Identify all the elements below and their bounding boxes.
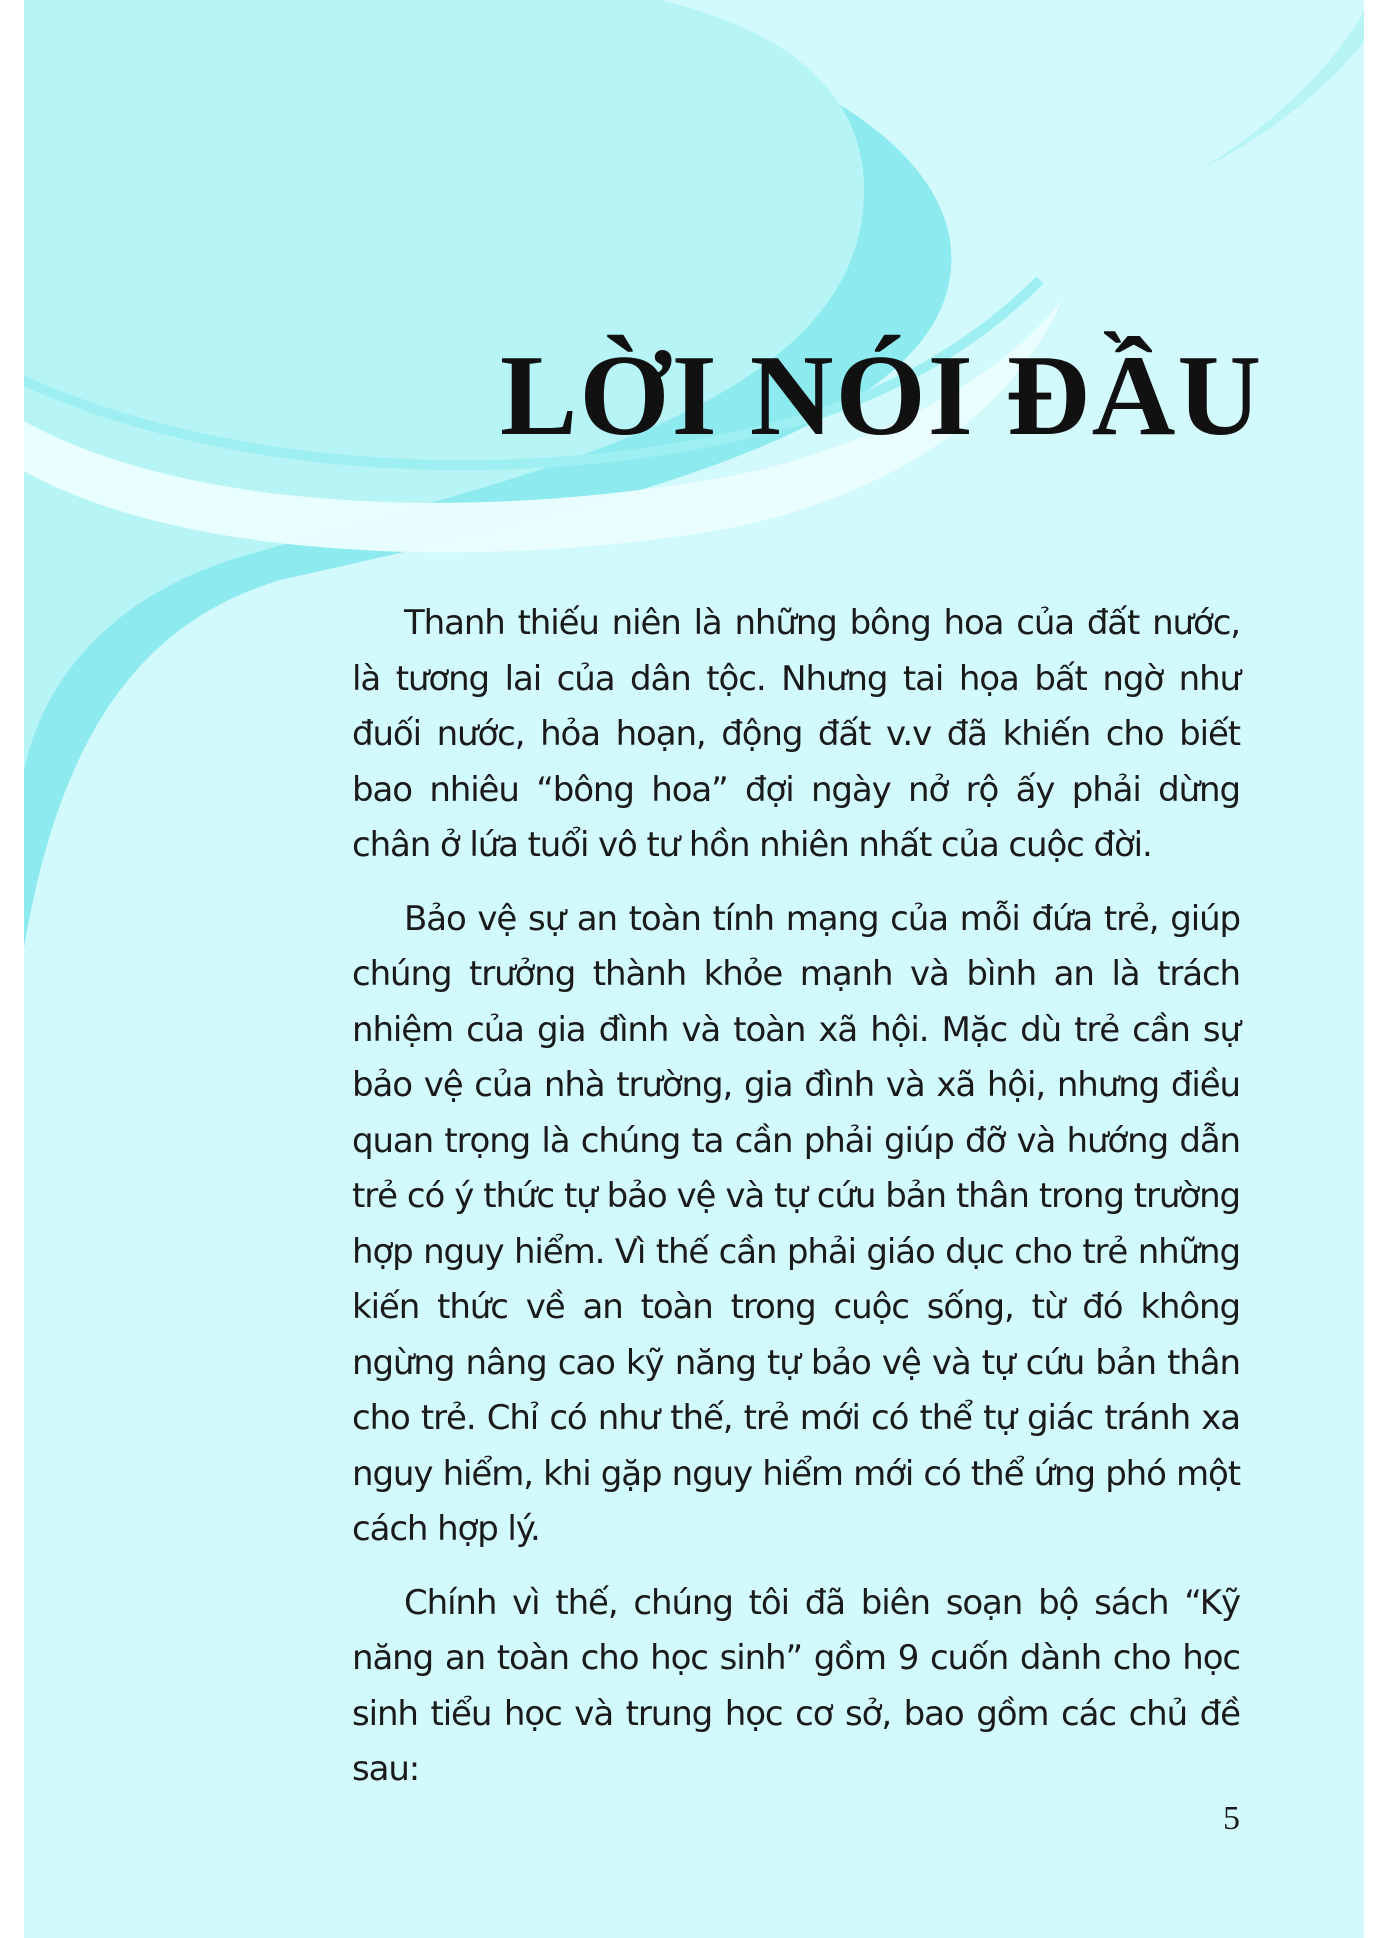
chapter-title: LỜI NÓI ĐẦU: [500, 332, 1264, 460]
page-number: 5: [1223, 1800, 1240, 1837]
page-margin-right: [1364, 0, 1386, 1938]
paragraph-3: Chính vì thế, chúng tôi đã biên soạn bộ sách “Kỹ năng an toàn cho học sinh” gồm 9 cuốn dành cho học sinh tiểu học và trung học cơ sở, bao gồm các chủ đề sau:: [352, 1582, 1240, 1789]
page-margin-left: [0, 0, 24, 1938]
paragraph-2: Bảo vệ sự an toàn tính mạng của mỗi đứa trẻ, giúp chúng trưởng thành khỏe mạnh và bình an là trách nhiệm của gia đình và toàn xã hội. Mặc dù trẻ cần sự bảo vệ của nhà trường, gia đình và xã hội, nhưng điều quan trọng là chúng ta cần phải giúp đỡ và hướng dẫn trẻ có ý thức tự bảo vệ và tự cứu bản thân trong trường hợp nguy hiểm. Vì thế cần phải giáo dục cho trẻ những kiến thức về an toàn trong cuộc sống, từ đó không ngừng nâng cao kỹ năng tự bảo vệ và tự cứu bản thân cho trẻ. Chỉ có như thế, trẻ mới có thể tự giác tránh xa nguy hiểm, khi gặp nguy hiểm mới có thể ứng phó một cách hợp lý.: [352, 898, 1240, 1549]
paragraph-1: Thanh thiếu niên là những bông hoa của đất nước, là tương lai của dân tộc. Nhưng tai họa bất ngờ như đuối nước, hỏa hoạn, động đất v.v đã khiến cho biết bao nhiêu “bông hoa” đợi ngày nở rộ ấy phải dừng chân ở lứa tuổi vô tư hồn nhiên nhất của cuộc đời.: [352, 603, 1240, 865]
body-text: [352, 596, 1240, 1816]
